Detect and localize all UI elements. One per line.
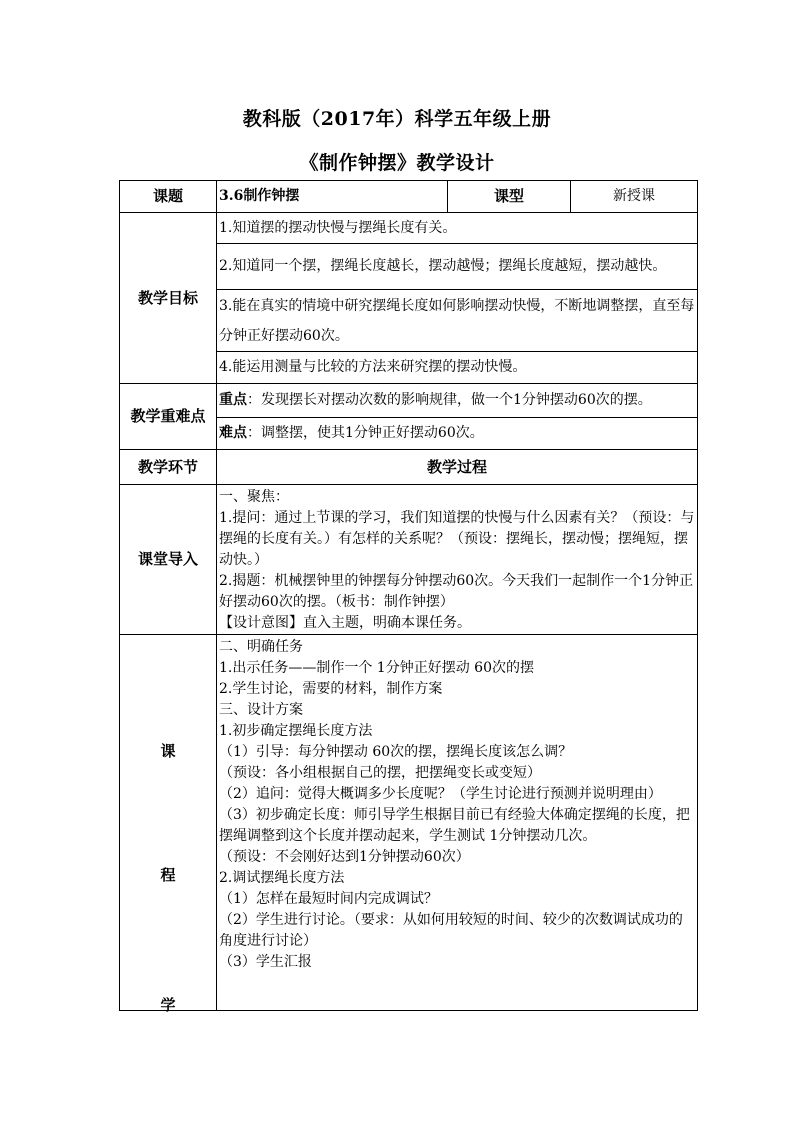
learning-line: 1.初步确定摆绳长度方法 bbox=[219, 723, 373, 739]
lesson-plan-table bbox=[119, 180, 698, 1014]
learning-line: 2.学生讨论，需要的材料，制作方案 bbox=[219, 681, 443, 697]
learning-line: （2）学生进行讨论。（要求：从如何用较短的时间、较少的次数调试成功的角度进行讨论） bbox=[219, 912, 683, 949]
intro-row bbox=[120, 485, 698, 635]
document-title: 教科版（2017年）科学五年级上册 bbox=[242, 108, 552, 130]
learning-line: （预设：各小组根据自己的摆，把摆绳变长或变短） bbox=[219, 765, 541, 781]
intro-line: 一、聚焦： bbox=[219, 489, 289, 505]
learning-line: （2）追问：觉得大概调多少长度呢？（学生讨论进行预测并说明理由） bbox=[219, 786, 662, 802]
key-point bbox=[217, 384, 698, 418]
learning-line: （预设：不会刚好达到1分钟摆动60次） bbox=[219, 849, 470, 865]
process-header-row bbox=[120, 450, 698, 485]
type-label: 课型 bbox=[448, 181, 571, 213]
learning-line: 二、明确任务 bbox=[219, 639, 303, 655]
topic-row bbox=[120, 181, 698, 213]
learning-line: （3）学生汇报 bbox=[219, 954, 312, 970]
intro-line: 2.揭题：机械摆钟里的钟摆每分钟摆动60次。今天我们一起制作一个1分钟正好摆动60次的摆。（板书：制作钟摆） bbox=[219, 573, 694, 610]
intro-line: 1.提问：通过上节课的学习，我们知道摆的快慢与什么因素有关？（预设：与摆绳的长度有关。）有怎样的关系呢？（预设：摆绳长，摆动慢；摆绳短，摆动快。） bbox=[219, 510, 695, 568]
learning-line: （1）引导：每分钟摆动 60次的摆，摆绳长度该怎么调？ bbox=[219, 744, 573, 760]
type-value: 新授课 bbox=[571, 181, 698, 213]
intro-label: 课堂导入 bbox=[120, 485, 217, 635]
goal-item-1: 1.知道摆的摆动快慢与摆绳长度有关。 bbox=[217, 213, 698, 244]
difficulty-text: ：调整摆，使其1分钟正好摆动60次。 bbox=[247, 425, 484, 441]
learning-label bbox=[120, 635, 217, 1014]
goal-item-3: 3.能在真实的情境中研究摆绳长度如何影响摆动快慢，不断地调整摆，直至每分钟正好摆动60次。 bbox=[217, 290, 698, 352]
key-points-label: 教学重难点 bbox=[120, 384, 217, 450]
learning-line: 三、设计方案 bbox=[219, 702, 303, 718]
learning-row bbox=[120, 635, 698, 1011]
intro-content bbox=[217, 485, 698, 635]
stage-header: 教学环节 bbox=[120, 450, 217, 485]
key-point-prefix: 重点 bbox=[219, 392, 247, 408]
goal-item-2: 2.知道同一个摆，摆绳长度越长，摆动越慢；摆绳长度越短，摆动越快。 bbox=[217, 244, 698, 290]
learning-line: 1.出示任务——制作一个 1分钟正好摆动 60次的摆 bbox=[219, 660, 534, 676]
learning-line: （3）初步确定长度：师引导学生根据目前已有经验大体确定摆绳的长度，把摆绳调整到这个长度并摆动起来，学生测试 1分钟摆动几次。 bbox=[219, 807, 690, 844]
learning-content bbox=[217, 635, 698, 1011]
learning-label-char: 程 bbox=[160, 866, 176, 884]
learning-label-char: 课 bbox=[160, 742, 176, 760]
topic-label: 课题 bbox=[120, 181, 217, 213]
learning-line: （1）怎样在最短时间内完成调试？ bbox=[219, 891, 438, 907]
learning-line: 2.调试摆绳长度方法 bbox=[219, 870, 345, 886]
intro-line: 【设计意图】直入主题，明确本课任务。 bbox=[219, 615, 471, 631]
difficulty-prefix: 难点 bbox=[219, 425, 247, 441]
difficulty-point bbox=[217, 418, 698, 450]
learning-label-char: 学 bbox=[160, 996, 176, 1014]
goal-row bbox=[120, 213, 698, 244]
goals-label: 教学目标 bbox=[120, 213, 217, 384]
topic-value: 3.6制作钟摆 bbox=[217, 181, 448, 213]
goal-item-4: 4.能运用测量与比较的方法来研究摆的摆动快慢。 bbox=[217, 352, 698, 384]
process-header: 教学过程 bbox=[217, 450, 698, 485]
document-subtitle: 《制作钟摆》教学设计 bbox=[299, 152, 495, 174]
key-point-row bbox=[120, 384, 698, 418]
key-point-text: ：发现摆长对摆动次数的影响规律，做一个1分钟摆动60次的摆。 bbox=[247, 392, 652, 408]
